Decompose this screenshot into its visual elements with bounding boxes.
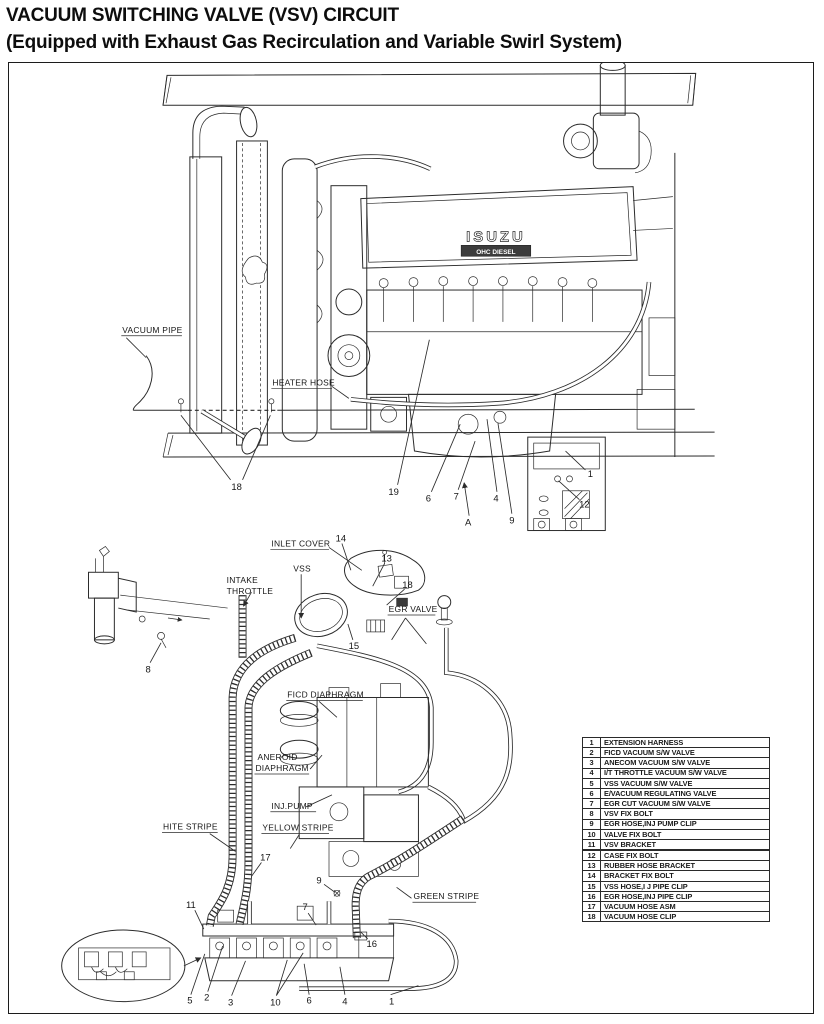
part-number: 18 — [583, 912, 601, 922]
label-heater-hose: HEATER HOSE — [272, 377, 335, 388]
part-name: VSV FIX BOLT — [601, 809, 770, 819]
label-intake-throttle-line1: INTAKE — [226, 575, 258, 586]
callout-9-pump: 9 — [316, 875, 322, 887]
callout-8: 8 — [145, 664, 151, 676]
radiator — [237, 141, 268, 445]
isuzu-logo-subtext: OHC DIESEL — [476, 248, 516, 256]
part-name: EGR HOSE,INJ PIPE CLIP — [601, 891, 770, 901]
engine-rear — [633, 153, 675, 457]
callout-6-manifold: 6 — [306, 995, 312, 1007]
label-vss: VSS — [293, 563, 311, 574]
callout-5: 5 — [187, 995, 193, 1007]
page-title-line-1: VACUUM SWITCHING VALVE (VSV) CIRCUIT — [6, 5, 399, 26]
cylinder-head — [379, 277, 597, 322]
callout-13: 13 — [381, 553, 392, 565]
callout-a: A — [464, 517, 472, 529]
part-name: CASE FIX BOLT — [601, 850, 770, 861]
label-inj-pump: INJ.PUMP — [271, 800, 313, 811]
heater-hose — [351, 282, 649, 405]
part-name: E/VACUUM REGULATING VALVE — [601, 788, 770, 798]
label-hite-stripe: HITE STRIPE — [163, 821, 218, 832]
table-row — [583, 839, 770, 850]
part-name: EGR HOSE,INJ PUMP CLIP — [601, 819, 770, 829]
part-name: FICD VACUUM S/W VALVE — [601, 748, 770, 758]
table-row — [583, 758, 770, 768]
callout-9-engine: 9 — [509, 515, 515, 527]
vsv-inset — [89, 546, 228, 647]
part-number: 5 — [583, 778, 601, 788]
callout-4-manifold: 4 — [342, 996, 348, 1008]
callout-7-engine: 7 — [453, 491, 459, 503]
table-row — [583, 902, 770, 912]
callout-12: 12 — [579, 499, 590, 511]
part-number: 14 — [583, 871, 601, 881]
part-name: EGR CUT VACUUM S/W VALVE — [601, 799, 770, 809]
page-title-line-2: (Equipped with Exhaust Gas Recirculation and Variable Swirl System) — [6, 32, 622, 53]
part-name: ANECOM VACUUM S/W VALVE — [601, 758, 770, 768]
table-row — [583, 768, 770, 778]
engine-block — [328, 186, 642, 457]
diagram-frame — [8, 62, 814, 1014]
table-row — [583, 819, 770, 829]
part-name: I/T THROTTLE VACUUM S/W VALVE — [601, 768, 770, 778]
callout-18-engine: 18 — [231, 481, 242, 493]
label-yellow-stripe: YELLOW STRIPE — [262, 822, 334, 833]
engine-art — [133, 63, 714, 531]
table-row — [583, 861, 770, 871]
callout-7-manifold: 7 — [302, 902, 308, 914]
table-row — [583, 738, 770, 748]
part-number: 1 — [583, 738, 601, 748]
label-ficd-diaphragm: FICD DIAPHRAGM — [287, 689, 364, 700]
table-row — [583, 912, 770, 922]
part-number: 11 — [583, 839, 601, 850]
part-name: VSV BRACKET — [601, 839, 770, 850]
table-row — [583, 799, 770, 809]
label-egr-valve: EGR VALVE — [388, 604, 438, 615]
part-number: 16 — [583, 891, 601, 901]
injection-pump — [280, 684, 463, 897]
table-row — [583, 809, 770, 819]
part-number: 6 — [583, 788, 601, 798]
valve-cover — [361, 187, 637, 268]
part-name: BRACKET FIX BOLT — [601, 871, 770, 881]
callout-17: 17 — [260, 852, 271, 864]
callout-1-manifold: 1 — [388, 996, 395, 1008]
callout-6-engine: 6 — [425, 493, 432, 505]
label-inlet-cover: INLET COVER — [271, 538, 331, 549]
label-green-stripe: GREEN STRIPE — [413, 891, 480, 902]
part-name: VSS HOSE,I J PIPE CLIP — [601, 881, 770, 891]
part-name: VALVE FIX BOLT — [601, 829, 770, 839]
part-number: 12 — [583, 850, 601, 861]
callout-16: 16 — [366, 938, 377, 950]
part-number: 7 — [583, 799, 601, 809]
table-row — [583, 778, 770, 788]
part-number: 17 — [583, 902, 601, 912]
part-name: VACUUM HOSE ASM — [601, 902, 770, 912]
part-number: 2 — [583, 748, 601, 758]
table-row — [583, 850, 770, 861]
parts-table — [582, 737, 770, 922]
table-row — [583, 891, 770, 901]
callout-19: 19 — [388, 486, 399, 498]
part-number: 15 — [583, 881, 601, 891]
turbocharger — [564, 63, 652, 173]
table-row — [583, 788, 770, 798]
table-row — [583, 881, 770, 891]
rear-mount-case — [528, 437, 606, 530]
part-name: VACUUM HOSE CLIP — [601, 912, 770, 922]
callout-3: 3 — [227, 997, 234, 1009]
label-intake-throttle-line2: THROTTLE — [226, 586, 274, 597]
table-row — [583, 748, 770, 758]
table-row — [583, 871, 770, 881]
part-name: VSS VACUUM S/W VALVE — [601, 778, 770, 788]
callout-14: 14 — [335, 533, 347, 545]
manifold-inset-oval — [62, 930, 201, 1002]
isuzu-logo-text: ISUZU — [466, 229, 526, 246]
part-number: 9 — [583, 819, 601, 829]
part-name: RUBBER HOSE BRACKET — [601, 861, 770, 871]
callout-11: 11 — [185, 900, 196, 912]
part-number: 3 — [583, 758, 601, 768]
frame-rail-top — [163, 73, 696, 105]
part-number: 4 — [583, 768, 601, 778]
part-number: 10 — [583, 829, 601, 839]
callout-15: 15 — [348, 640, 360, 652]
label-aneroid-line2: DIAPHRAGM — [255, 763, 309, 774]
table-row — [583, 829, 770, 839]
label-aneroid-line1: ANEROID — [257, 752, 298, 763]
label-vacuum-pipe: VACUUM PIPE — [122, 324, 183, 335]
part-number: 8 — [583, 809, 601, 819]
page-title — [6, 2, 622, 56]
callout-2: 2 — [204, 992, 210, 1004]
callout-4-engine: 4 — [493, 493, 499, 505]
isuzu-logo — [461, 229, 531, 256]
callout-1-engine: 1 — [587, 468, 593, 480]
part-number: 13 — [583, 861, 601, 871]
callout-10: 10 — [270, 997, 281, 1009]
callout-18-egr: 18 — [402, 580, 413, 592]
part-name: EXTENSION HARNESS — [601, 738, 770, 748]
